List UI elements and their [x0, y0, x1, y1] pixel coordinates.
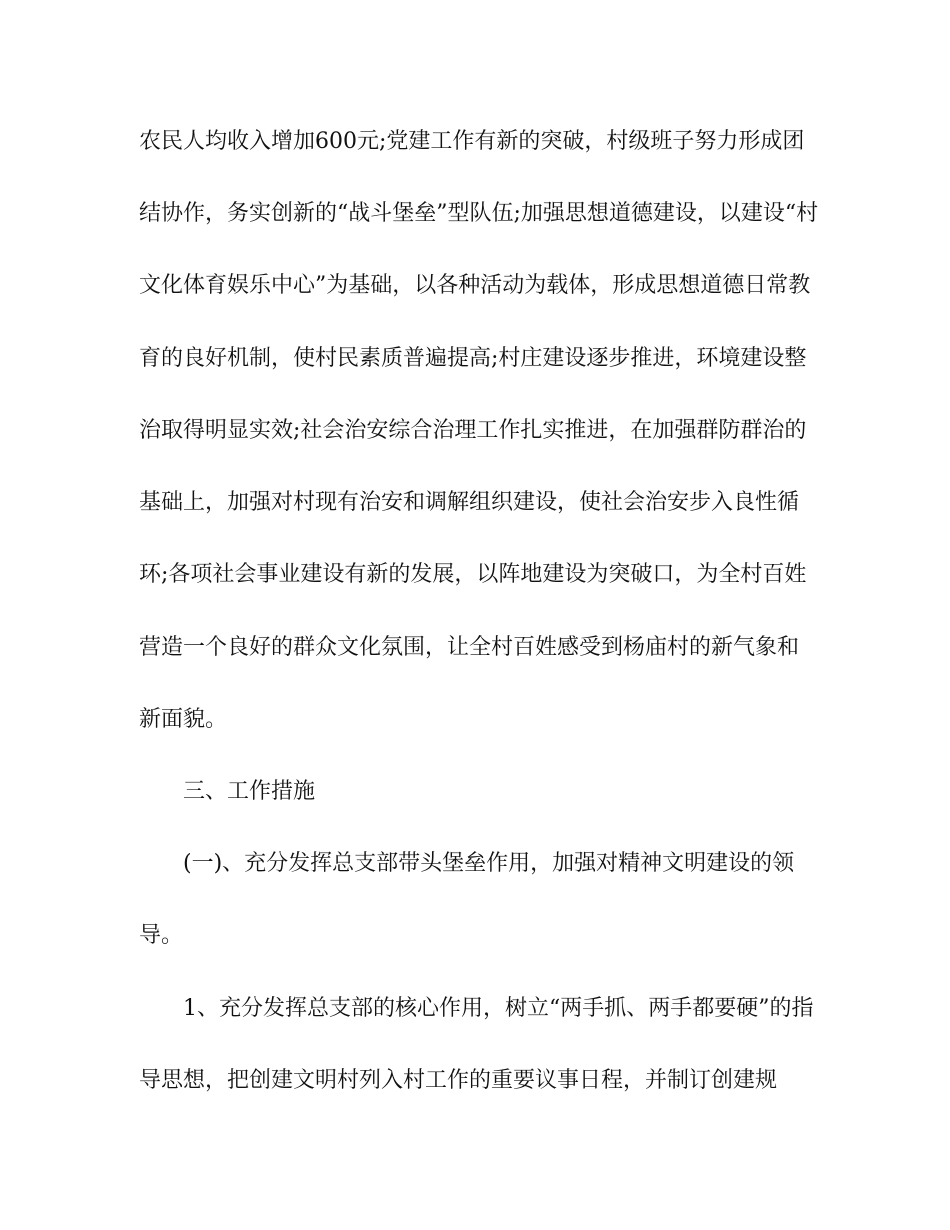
list-item-line: 1、充分发挥总支部的核心作用，树立“两手抓、两手都要硬”的指: [183, 996, 814, 1021]
paragraph-line: 文化体育娱乐中心”为基础，以各种活动为载体，形成思想道德日常教: [139, 273, 811, 298]
subsection-heading: (一)、充分发挥总支部带头堡垒作用，加强对精神文明建设的领: [183, 851, 795, 876]
paragraph-line: 农民人均收入增加600元;党建工作有新的突破，村级班子努力形成团: [139, 129, 805, 154]
paragraph-line: 基础上，加强对村现有治安和调解组织建设，使社会治安步入良性循: [139, 490, 800, 515]
paragraph-line: 新面貌。: [139, 707, 228, 732]
paragraph-line: 导思想，把创建文明村列入村工作的重要议事日程，并制订创建规: [139, 1068, 778, 1093]
paragraph-line: 育的良好机制，使村民素质普遍提高;村庄建设逐步推进，环境建设整: [139, 346, 807, 371]
paragraph-line: 结协作，务实创新的“战斗堡垒”型队伍;加强思想道德建设，以建设“村: [139, 201, 819, 226]
paragraph-line: 导。: [139, 923, 184, 948]
paragraph-line: 治取得明显实效;社会治安综合治理工作扎实推进，在加强群防群治的: [139, 418, 807, 443]
paragraph-line: 营造一个良好的群众文化氛围，让全村百姓感受到杨庙村的新气象和: [139, 635, 800, 660]
paragraph-line: 环;各项社会事业建设有新的发展，以阵地建设为突破口，为全村百姓: [139, 562, 807, 587]
section-heading: 三、工作措施: [183, 779, 316, 804]
